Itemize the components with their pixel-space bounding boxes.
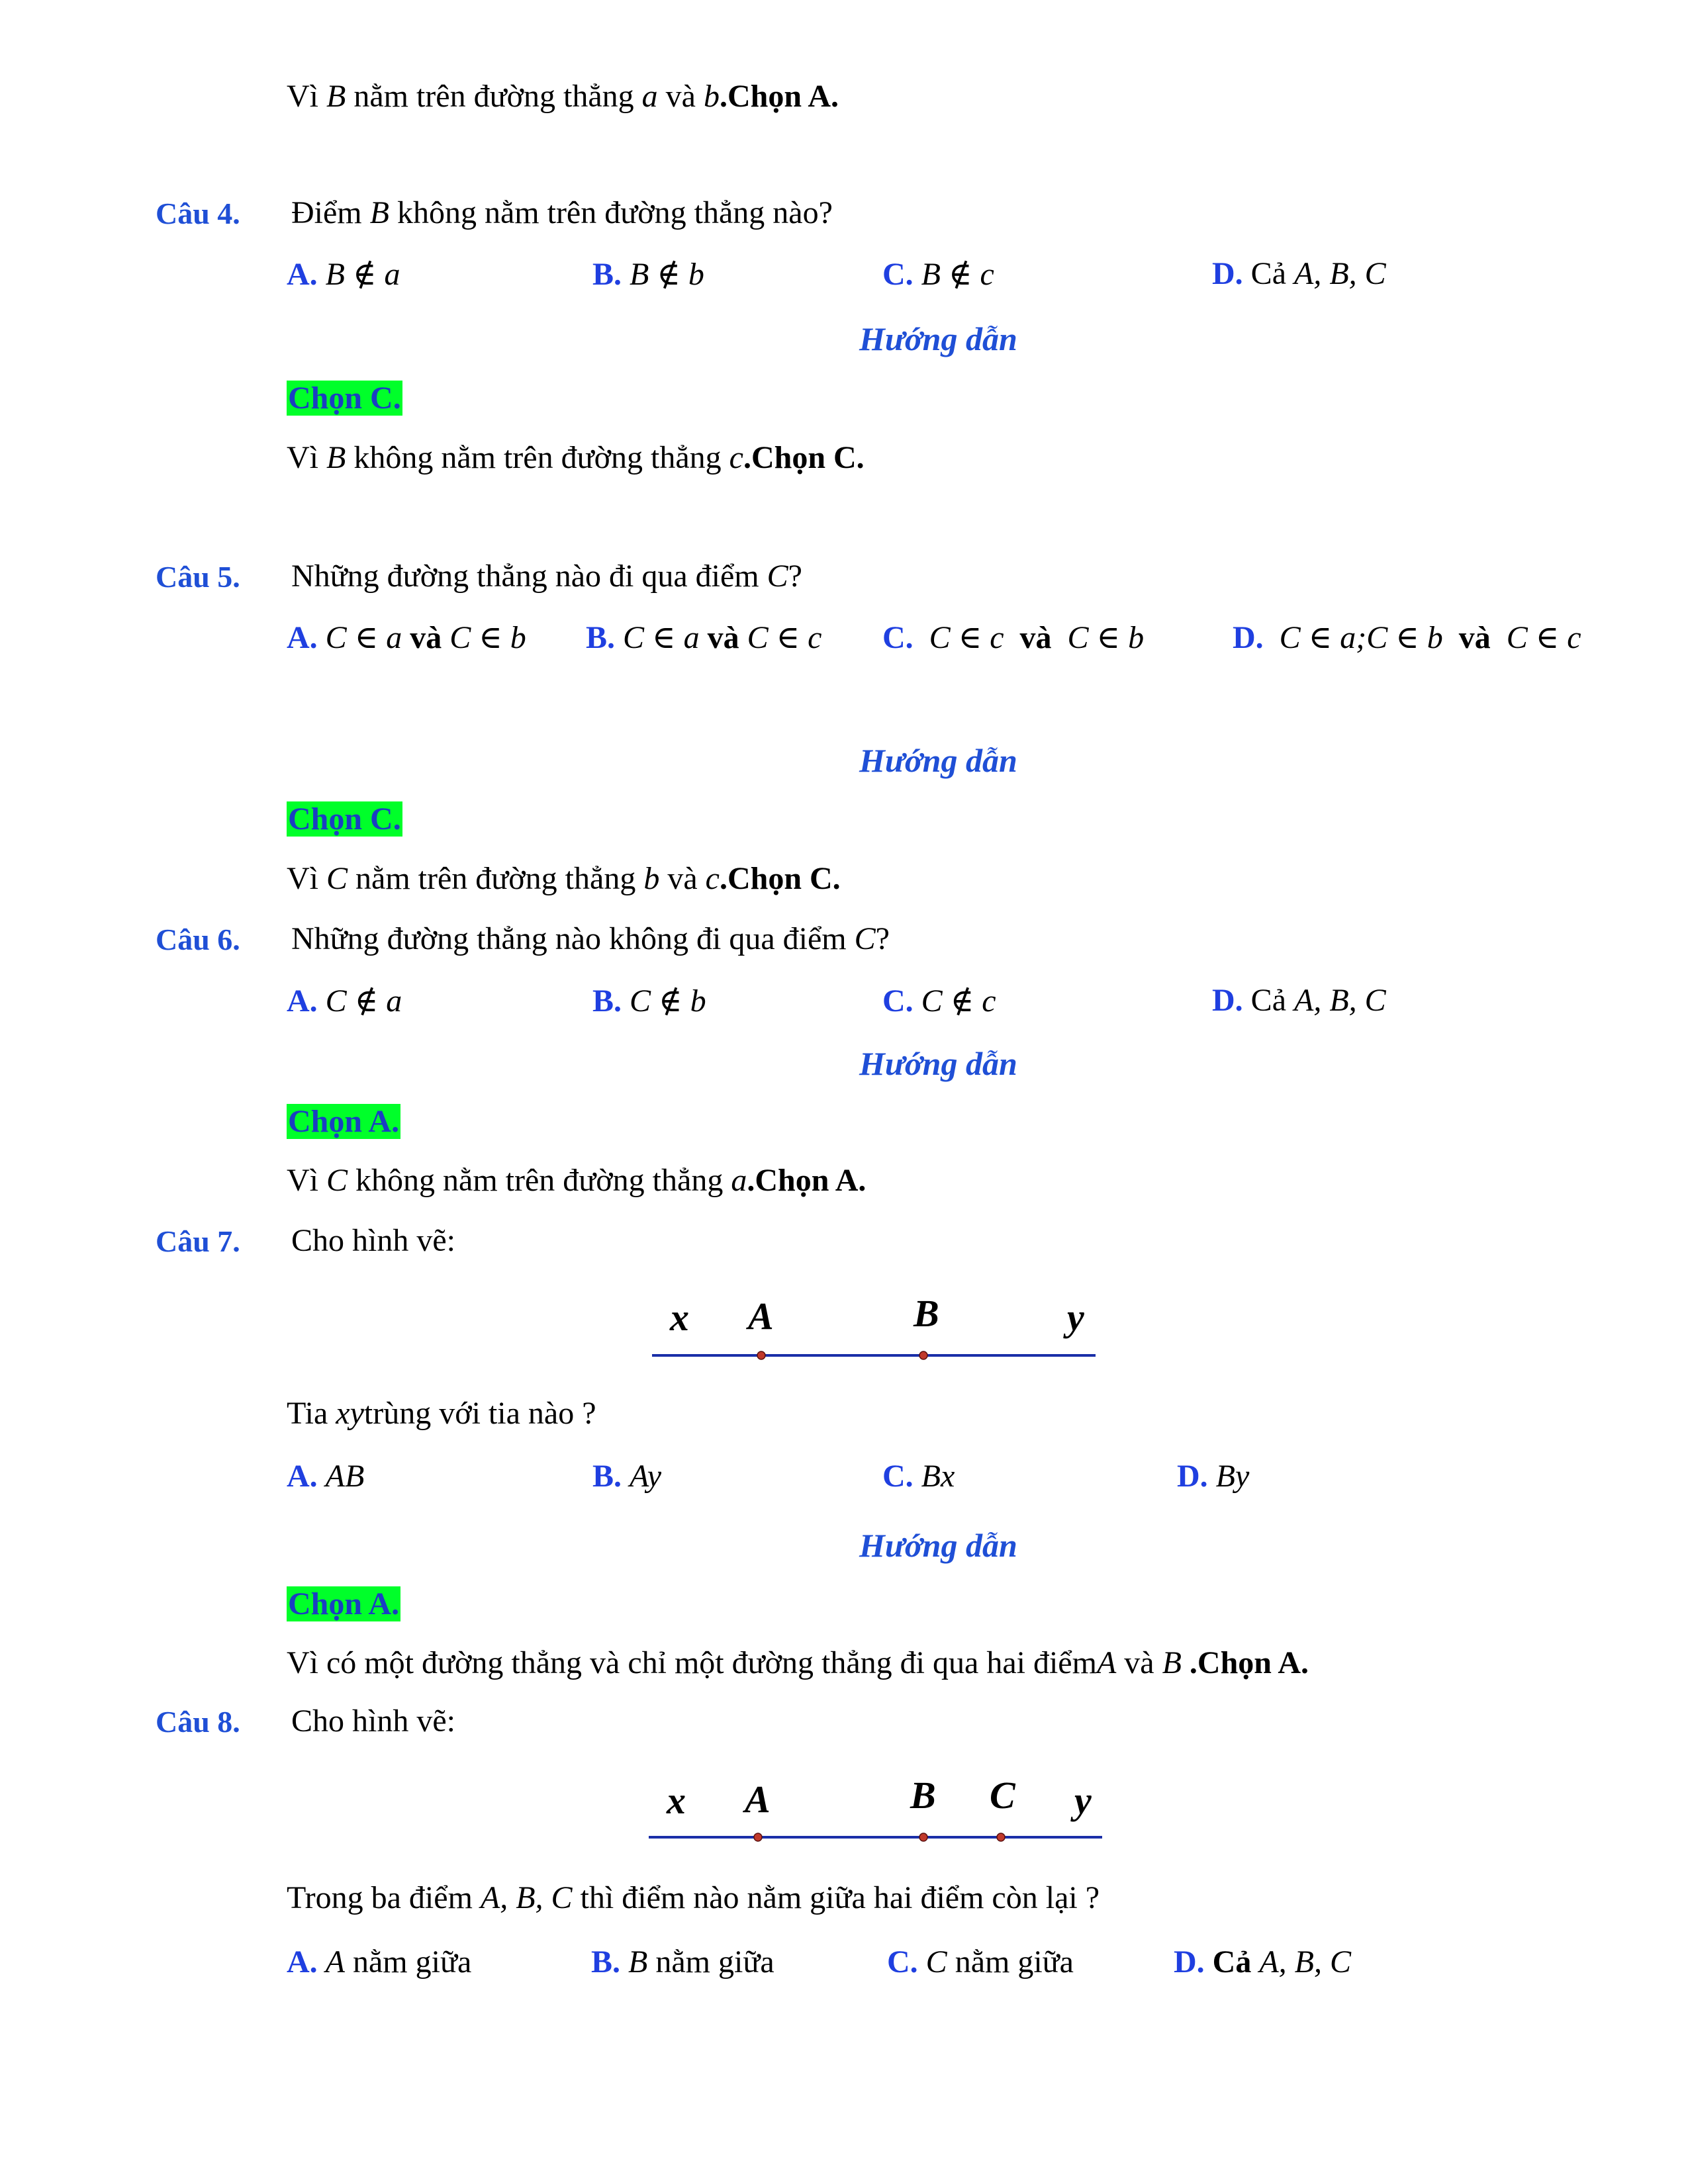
question-label: Câu 4.	[156, 197, 240, 230]
line-figure-svg	[645, 1776, 1109, 1848]
question-label: Câu 8.	[156, 1705, 240, 1739]
label-x: x	[670, 1296, 689, 1339]
option-c[interactable]: C. Bx	[882, 1459, 955, 1494]
guide-heading: Hướng dẫn	[859, 320, 1017, 357]
answer-badge: Chọn A.	[288, 1586, 400, 1621]
point-b	[919, 1833, 927, 1841]
explain-line: Vì B không nằm trên đường thẳng c.Chọn C.	[287, 440, 865, 475]
guide-heading: Hướng dẫn	[859, 1045, 1017, 1082]
sub-question: Trong ba điểm A, B, C thì điểm nào nằm giữa hai điểm còn lại ?	[287, 1880, 1100, 1915]
label-a: A	[748, 1295, 774, 1338]
answer-badge: Chọn C.	[288, 801, 401, 837]
question-text: Những đường thẳng nào không đi qua điểm C?	[291, 921, 890, 956]
line-figure-svg	[649, 1294, 1099, 1367]
question-label: Câu 7.	[156, 1224, 240, 1258]
question-text: Cho hình vẽ:	[291, 1223, 455, 1258]
label-y: y	[1074, 1779, 1092, 1822]
option-a[interactable]: A. C ∉ a	[287, 983, 402, 1019]
option-c[interactable]: C. B ∉ c	[882, 257, 994, 292]
explain-line: Vì có một đường thẳng và chỉ một đường thẳng đi qua hai điểmA và B .Chọn A.	[287, 1645, 1309, 1680]
explain-line: Vì C không nằm trên đường thẳng a.Chọn A.	[287, 1163, 867, 1198]
question-label: Câu 5.	[156, 560, 240, 594]
point-a	[754, 1833, 762, 1841]
label-b: B	[914, 1292, 939, 1335]
question-label: Câu 6.	[156, 923, 240, 956]
question-text: Cho hình vẽ:	[291, 1704, 455, 1739]
option-c[interactable]: C. C ∉ c	[882, 983, 996, 1019]
option-a[interactable]: A. B ∉ a	[287, 257, 400, 292]
option-a[interactable]: A. A nằm giữa	[287, 1944, 472, 1979]
label-b: B	[910, 1774, 936, 1817]
label-y: y	[1067, 1296, 1084, 1339]
answer-badge: Chọn C.	[288, 381, 401, 416]
option-b[interactable]: B. C ∉ b	[592, 983, 706, 1019]
question-text: Điểm B không nằm trên đường thẳng nào?	[291, 195, 833, 230]
label-c: C	[990, 1774, 1015, 1817]
option-a[interactable]: A. C ∈ a và C ∈ b	[287, 620, 526, 655]
explain-line: Vì C nằm trên đường thẳng b và c.Chọn C.	[287, 861, 841, 896]
guide-heading: Hướng dẫn	[859, 742, 1017, 779]
guide-heading: Hướng dẫn	[859, 1527, 1017, 1564]
option-d[interactable]: D. By	[1177, 1459, 1250, 1494]
option-b[interactable]: B. B nằm giữa	[591, 1944, 774, 1979]
point-a	[757, 1351, 765, 1359]
label-a: A	[745, 1778, 771, 1821]
option-d[interactable]: D. Cả A, B, C	[1212, 256, 1386, 291]
explain-line-q3: Vì B nằm trên đường thẳng a và b.Chọn A.	[287, 79, 839, 114]
point-c	[997, 1833, 1005, 1841]
option-d[interactable]: D. Cả A, B, C	[1174, 1944, 1351, 1979]
option-b[interactable]: B. C ∈ a và C ∈ c	[586, 620, 822, 655]
option-a[interactable]: A. AB	[287, 1459, 365, 1494]
line-figure	[649, 1294, 1099, 1367]
option-d[interactable]: D. Cả A, B, C	[1212, 983, 1386, 1018]
option-c[interactable]: C. C nằm giữa	[887, 1944, 1074, 1979]
option-c[interactable]: C. C ∈ c và C ∈ b	[882, 620, 1145, 655]
line-figure	[645, 1776, 1109, 1848]
option-d[interactable]: D. C ∈ a;C ∈ b và C ∈ c	[1233, 620, 1581, 655]
option-b[interactable]: B. B ∉ b	[592, 257, 704, 292]
option-b[interactable]: B. Ay	[592, 1459, 661, 1494]
answer-badge: Chọn A.	[288, 1104, 400, 1139]
sub-question: Tia xytrùng với tia nào ?	[287, 1396, 596, 1431]
point-b	[919, 1351, 927, 1359]
question-text: Những đường thẳng nào đi qua điểm C?	[291, 559, 802, 594]
label-x: x	[667, 1779, 686, 1822]
